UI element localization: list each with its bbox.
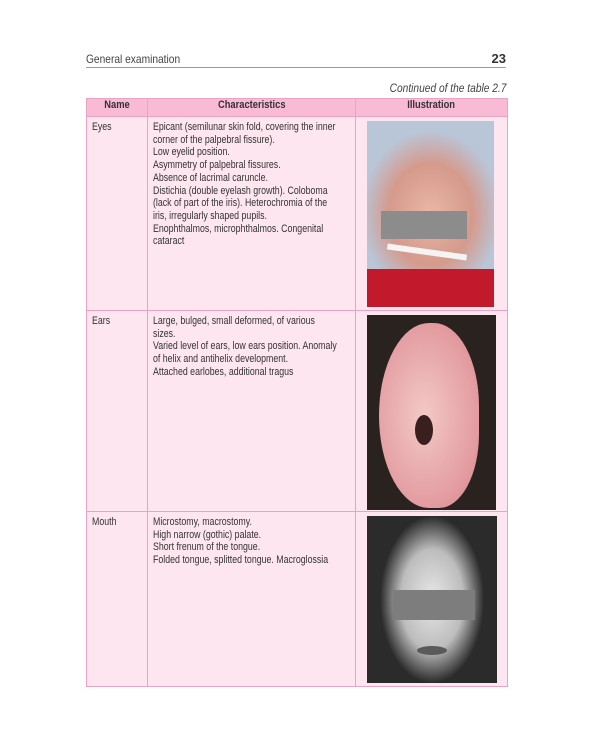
ear-photo [367,315,496,510]
row-name: Mouth [92,516,117,528]
col-header-illustration: Illustration [356,99,508,117]
characteristic-line: Microstomy, macrostomy. [153,516,252,528]
header-title: General examination [86,52,181,66]
running-header [86,52,506,68]
eyes-photo [367,121,494,307]
row-characteristics [148,311,356,512]
characteristic-line: corner of the palpebral fissure). [153,133,275,146]
characteristic-line: (lack of part of the iris). Heterochromia of the [153,197,328,210]
col-header-characteristics: Characteristics [148,99,356,117]
table-row-mouth [87,512,508,687]
characteristic-line: Varied level of ears, low ears position. Anomaly [153,340,337,353]
row-name: Ears [92,315,111,327]
characteristic-line: Asymmetry of palpebral fissures. [153,159,281,172]
row-characteristics [148,512,356,687]
characteristic-line: High narrow (gothic) palate. [153,528,262,541]
redaction-bar [381,211,467,239]
characteristic-line: Short frenum of the tongue. [153,541,261,554]
table-header-row [87,99,508,117]
col-header-name: Name [87,99,148,117]
table-row-ears [87,311,508,512]
characteristic-line: iris, irregularly shaped pupils. [153,209,267,222]
characteristic-line: cataract [153,235,185,248]
characteristic-line: Low eyelid position. [153,146,230,159]
findings-table [86,98,508,687]
redaction-bar [393,590,475,620]
characteristic-line: Attached earlobes, additional tragus [153,365,294,378]
row-characteristics [148,117,356,311]
characteristic-line: Epicant (semilunar skin fold, covering the inner [153,121,336,133]
mouth-photo [367,516,497,683]
characteristic-line: Absence of lacrimal caruncle. [153,171,268,184]
table-row-eyes [87,117,508,311]
row-name: Eyes [92,121,112,133]
characteristic-line: sizes. [153,327,176,340]
characteristic-line: Enophthalmos, microphthalmos. Congenital [153,222,324,235]
characteristic-line: of helix and antihelix development. [153,353,289,366]
page-number: 23 [491,51,506,66]
characteristic-line: Large, bulged, small deformed, of various [153,315,315,327]
characteristic-line: Distichia (double eyelash growth). Coloboma [153,184,328,197]
characteristic-line: Folded tongue, splitted tongue. Macroglossia [153,554,329,567]
table-caption: Continued of the table 2.7 [389,81,506,95]
